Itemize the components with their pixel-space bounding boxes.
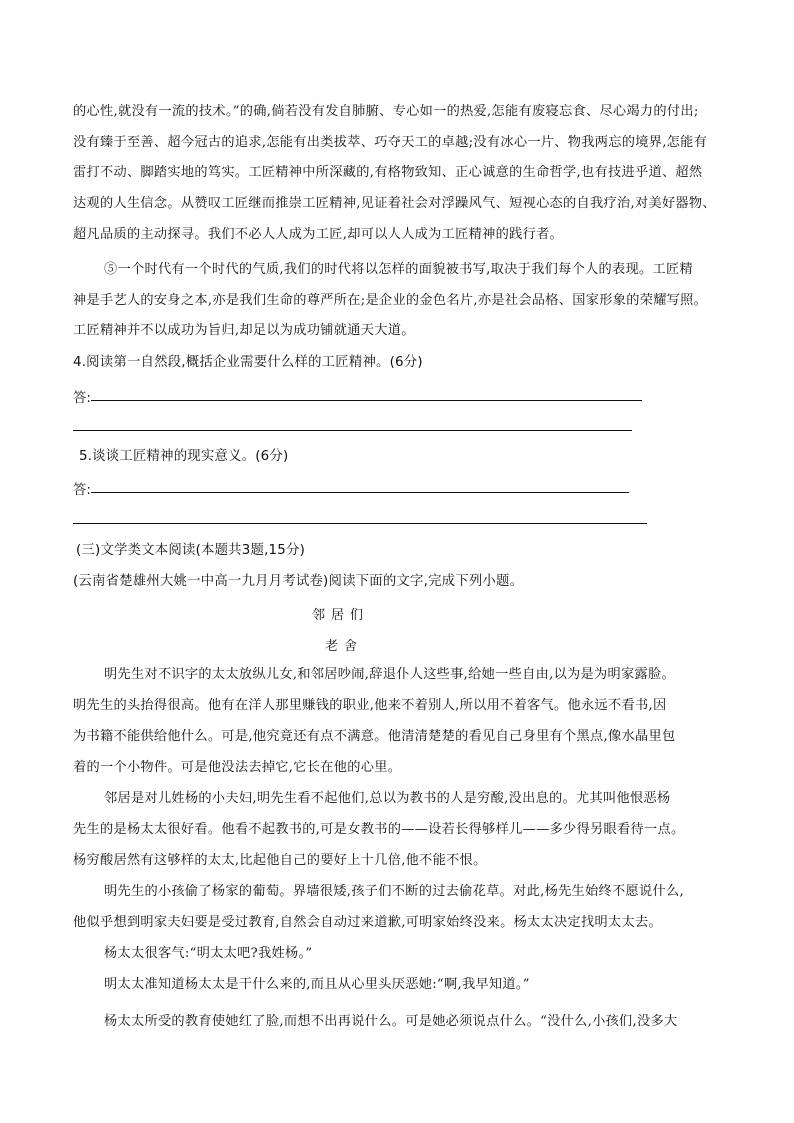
- answer-label: 答:: [73, 483, 91, 498]
- story-line: 杨太太所受的教育使她红了脸,而想不出再说什么。可是她必须说点什么。“没什么,小孩们,没多大: [104, 1014, 678, 1029]
- answer-line[interactable]: [73, 523, 647, 524]
- story-line: 明太太准知道杨太太是干什么来的,而且从心里头厌恶她:“啊,我早知道。”: [104, 977, 530, 992]
- story-line: 杨穷酸居然有这够样的太太,比起他自己的要好上十几倍,他不能不恨。: [73, 853, 487, 868]
- story-line: 明先生的小孩偷了杨家的葡萄。界墙很矮,孩子们不断的过去偷花草。对此,杨先生始终不愿说什么,: [104, 884, 684, 899]
- passage-line: 达观的人生信念。从赞叹工匠继而推崇工匠精神,见证着社会对浮躁风气、短视心态的自我疗治,对美好器物、: [73, 196, 716, 211]
- passage-line: 工匠精神并不以成功为旨归,却足以为成功铺就通天大道。: [73, 323, 415, 338]
- story-line: 明先生的头抬得很高。他有在洋人那里赚钱的职业,他来不着别人,所以用不着客气。他永远不看书,因: [73, 698, 667, 713]
- story-line: 杨太太很客气:“明太太吧?我姓杨。”: [104, 946, 313, 961]
- story-line: 邻居是对儿姓杨的小夫妇,明先生看不起他们,总以为教书的人是穷酸,没出息的。尤其叫他恨恶杨: [104, 791, 671, 806]
- passage-line: 超凡品质的主动探寻。我们不必人人成为工匠,却可以人人成为工匠精神的践行者。: [73, 227, 564, 242]
- question-4: 4.阅读第一自然段,概括企业需要什么样的工匠精神。(6分): [73, 355, 423, 370]
- story-line: 他似乎想到明家夫妇要是受过教育,自然会自动过来道歉,可明家始终没来。杨太太决定找明太太去。: [73, 915, 662, 930]
- answer-line[interactable]: [73, 430, 632, 431]
- story-author: 老舍: [325, 639, 364, 654]
- passage-line: 没有臻于至善、超今冠古的追求,怎能有出类拔萃、巧夺天工的卓越;没有冰心一片、物我两忘的境界,怎能有: [73, 135, 708, 150]
- story-line: 明先生对不识字的太太放纵儿女,和邻居吵闹,辞退仆人这些事,给她一些自由,以为是为明家露脸。: [104, 667, 675, 682]
- source-note: (云南省楚雄州大姚一中高一九月月考试卷)阅读下面的文字,完成下列小题。: [73, 574, 524, 589]
- passage-line: 的心性,就没有一流的技术。”的确,倘若没有发自肺腑、专心如一的热爱,怎能有废寝忘食、尽心竭力的付出;: [73, 104, 699, 119]
- section-heading: (三)文学类文本阅读(本题共3题,15分): [76, 543, 305, 558]
- passage-line: ⑤一个时代有一个时代的气质,我们的时代将以怎样的面貌被书写,取决于我们每个人的表现。工匠精: [104, 262, 693, 277]
- story-line: 先生的是杨太太很好看。他看不起教书的,可是女教书的——设若长得够样儿——多少得另眼看待一点。: [73, 822, 685, 837]
- answer-line[interactable]: [91, 492, 629, 493]
- story-line: 着的一个小物件。可是他没法去掉它,它长在他的心里。: [73, 760, 402, 775]
- answer-label: 答:: [73, 391, 91, 406]
- passage-line: 神是手艺人的安身之本,亦是我们生命的尊严所在;是企业的金色名片,亦是社会品格、国家形象的荣耀写照。: [73, 293, 708, 308]
- story-line: 为书籍不能供给他什么。可是,他究竟还有点不满意。他清清楚楚的看见自己身里有个黑点,像水晶里包: [73, 729, 676, 744]
- passage-line: 雷打不动、脚踏实地的笃实。工匠精神中所深藏的,有格物致知、正心诚意的生命哲学,也有技进乎道、超然: [73, 165, 703, 180]
- answer-line[interactable]: [91, 400, 642, 401]
- story-title: 邻居们: [312, 608, 370, 623]
- question-5: 5.谈谈工匠精神的现实意义。(6分): [79, 449, 289, 464]
